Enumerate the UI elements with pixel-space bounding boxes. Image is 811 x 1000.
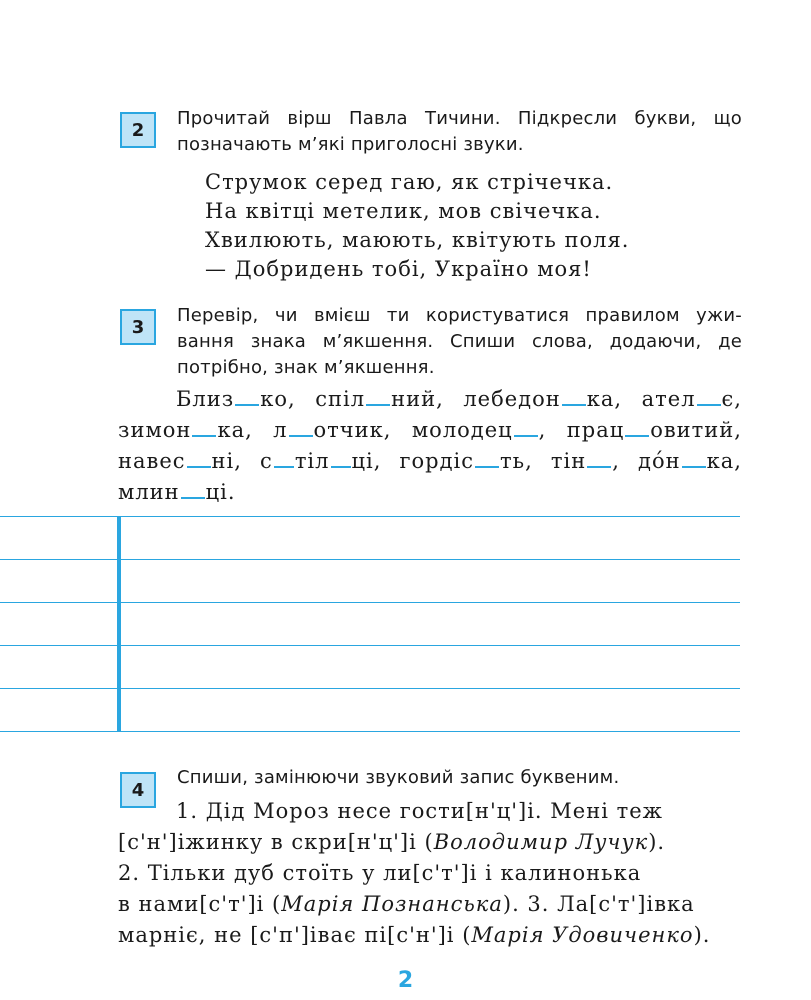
word: до́н ка, (638, 449, 742, 473)
word: зимон ка, (118, 418, 253, 442)
task4-instruction (177, 765, 742, 791)
writing-line (0, 645, 740, 646)
page-number: 2 (397, 968, 414, 993)
blank-gap (235, 386, 259, 406)
blank-gap (625, 417, 649, 437)
word: молодец , (411, 418, 547, 442)
writing-line (0, 688, 740, 689)
task4-line: в нами[с'т']і (Марія Познанська). 3. Ла[с'т']івка (118, 892, 695, 916)
word: спіл ний, (315, 387, 444, 411)
task3-instruction-line: Перевір, чи вмієш ти користуватися правилом ужи- (177, 305, 742, 326)
task2-instruction-line: позначають м’які приголосні звуки. (177, 134, 524, 155)
blank-gap (187, 448, 211, 468)
margin-line (117, 516, 121, 732)
exercise-line (118, 384, 742, 415)
blank-gap (682, 448, 706, 468)
writing-line (0, 731, 740, 732)
poem (205, 168, 629, 284)
writing-lines[interactable] (0, 516, 740, 732)
task3-instruction (177, 303, 742, 381)
task2-instruction-line: Прочитай вірш Павла Тичини. Підкресли букви, що (177, 108, 742, 129)
word: млин ці. (118, 480, 236, 504)
exercise-line (118, 446, 742, 477)
writing-line (0, 602, 740, 603)
word: Близ ко, (176, 387, 296, 411)
task4-line: марніє, не [с'п']іває пі[с'н']і (Марія Удовиченко). (118, 923, 711, 947)
task-number-3: 3 (120, 309, 156, 345)
task4-text (118, 796, 742, 951)
exercise-line (118, 477, 742, 508)
blank-gap (192, 417, 216, 437)
word: с тіл ці, (260, 449, 382, 473)
word: лебедон ка, (463, 387, 623, 411)
author-name: Марія Удовиченко (471, 923, 694, 947)
poem-line: Хвилюють, маюють, квітують поля. (205, 228, 630, 252)
word: гордіс ть, (399, 449, 533, 473)
task-number-2: 2 (120, 112, 156, 148)
blank-gap (562, 386, 586, 406)
poem-line: Струмок серед гаю, як стрічечка. (205, 170, 614, 194)
task2-instruction (177, 106, 742, 158)
task4-line: 2. Тільки дуб стоїть у ли[с'т']і і калинонька (118, 861, 642, 885)
exercise-line (118, 415, 742, 446)
task3-instruction-line: вання знака м’якшення. Спиши слова, додаючи, де (177, 331, 742, 352)
blank-gap (289, 417, 313, 437)
author-name: Володимир Лучук (433, 830, 649, 854)
word: прац овитий, (566, 418, 742, 442)
word: тін , (550, 449, 620, 473)
blank-gap (587, 448, 611, 468)
blank-gap (181, 479, 205, 499)
task4-line: 1. Дід Мороз несе гости[н'ц']і. Мені теж (176, 799, 663, 823)
author-name: Марія Познанська (281, 892, 503, 916)
word: ател є, (641, 387, 742, 411)
task4-line: [с'н']іжинку в скри[н'ц']і (Володимир Лучук). (118, 830, 666, 854)
word: навес ні, (118, 449, 242, 473)
blank-gap (331, 448, 351, 468)
blank-gap (697, 386, 721, 406)
task3-instruction-line: потрібно, знак м’якшення. (177, 357, 435, 378)
poem-line: На квітці метелик, мов свічечка. (205, 199, 602, 223)
blank-gap (514, 417, 538, 437)
blank-gap (274, 448, 294, 468)
blank-gap (475, 448, 499, 468)
word: л отчик, (273, 418, 392, 442)
writing-line (0, 516, 740, 517)
blank-gap (366, 386, 390, 406)
word-exercise (118, 384, 742, 508)
poem-line: — Добридень тобі, Україно моя! (205, 257, 592, 281)
task4-instruction-line: Спиши, замінюючи звуковий запис буквеним. (177, 767, 620, 788)
task-number-4: 4 (120, 772, 156, 808)
writing-line (0, 559, 740, 560)
